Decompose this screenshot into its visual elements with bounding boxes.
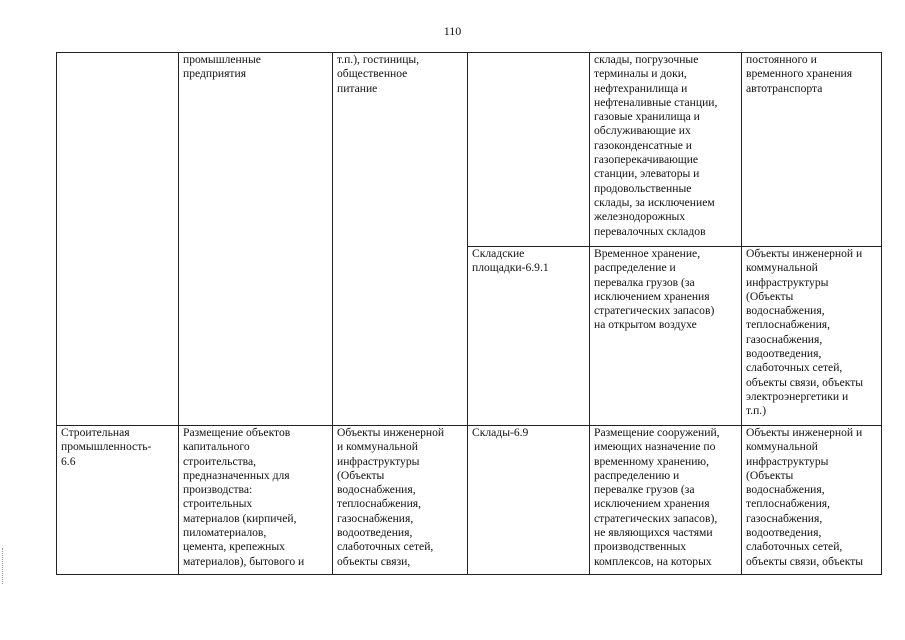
table-row xyxy=(57,426,882,575)
table-cell: Размещение сооружений, имеющих назначение по временному хранению, распределению и перевалке грузов (за исключением хранения стратегических запасов), не являющихся частями производственных комплексов, на которых xyxy=(590,426,742,575)
zoning-table xyxy=(56,52,882,575)
table-cell xyxy=(57,53,179,426)
table-cell: т.п.), гостиницы, общественное питание xyxy=(333,53,468,426)
table-cell xyxy=(468,53,590,247)
table-cell: Строительная промышленность- 6.6 xyxy=(57,426,179,575)
table-cell: Объекты инженерной и коммунальной инфраструктуры (Объекты водоснабжения, теплоснабжения, газоснабжения, водоотведения, слаботочных сетей, объекты связи, объекты электроэнергетики и т.п.) xyxy=(742,247,882,426)
scan-artifact xyxy=(2,548,9,584)
table-cell: Размещение объектов капитального строительства, предназначенных для производства: строительных материалов (кирпичей, пиломатериалов, цемента, крепежных материалов), бытового и xyxy=(179,426,333,575)
table-cell: Склады-6.9 xyxy=(468,426,590,575)
table-cell: постоянного и временного хранения автотранспорта xyxy=(742,53,882,247)
table-cell: промышленные предприятия xyxy=(179,53,333,426)
table-cell: Объекты инженерной и коммунальной инфраструктуры (Объекты водоснабжения, теплоснабжения, газоснабжения, водоотведения, слаботочных сетей, объекты связи, объекты xyxy=(742,426,882,575)
table-cell: Временное хранение, распределение и перевалка грузов (за исключением хранения стратегических запасов) на открытом воздухе xyxy=(590,247,742,426)
table-cell: склады, погрузочные терминалы и доки, нефтехранилища и нефтеналивные станции, газовые хранилища и обслуживающие их газоконденсатные и газоперекачивающие станции, элеваторы и продовольственные склады, за исключением железнодорожных перевалочных складов xyxy=(590,53,742,247)
table-cell: Складские площадки-6.9.1 xyxy=(468,247,590,426)
page-number: 110 xyxy=(443,24,462,38)
table-row xyxy=(57,53,882,247)
table-cell: Объекты инженерной и коммунальной инфраструктуры (Объекты водоснабжения, теплоснабжения, газоснабжения, водоотведения, слаботочных сетей, объекты связи, xyxy=(333,426,468,575)
